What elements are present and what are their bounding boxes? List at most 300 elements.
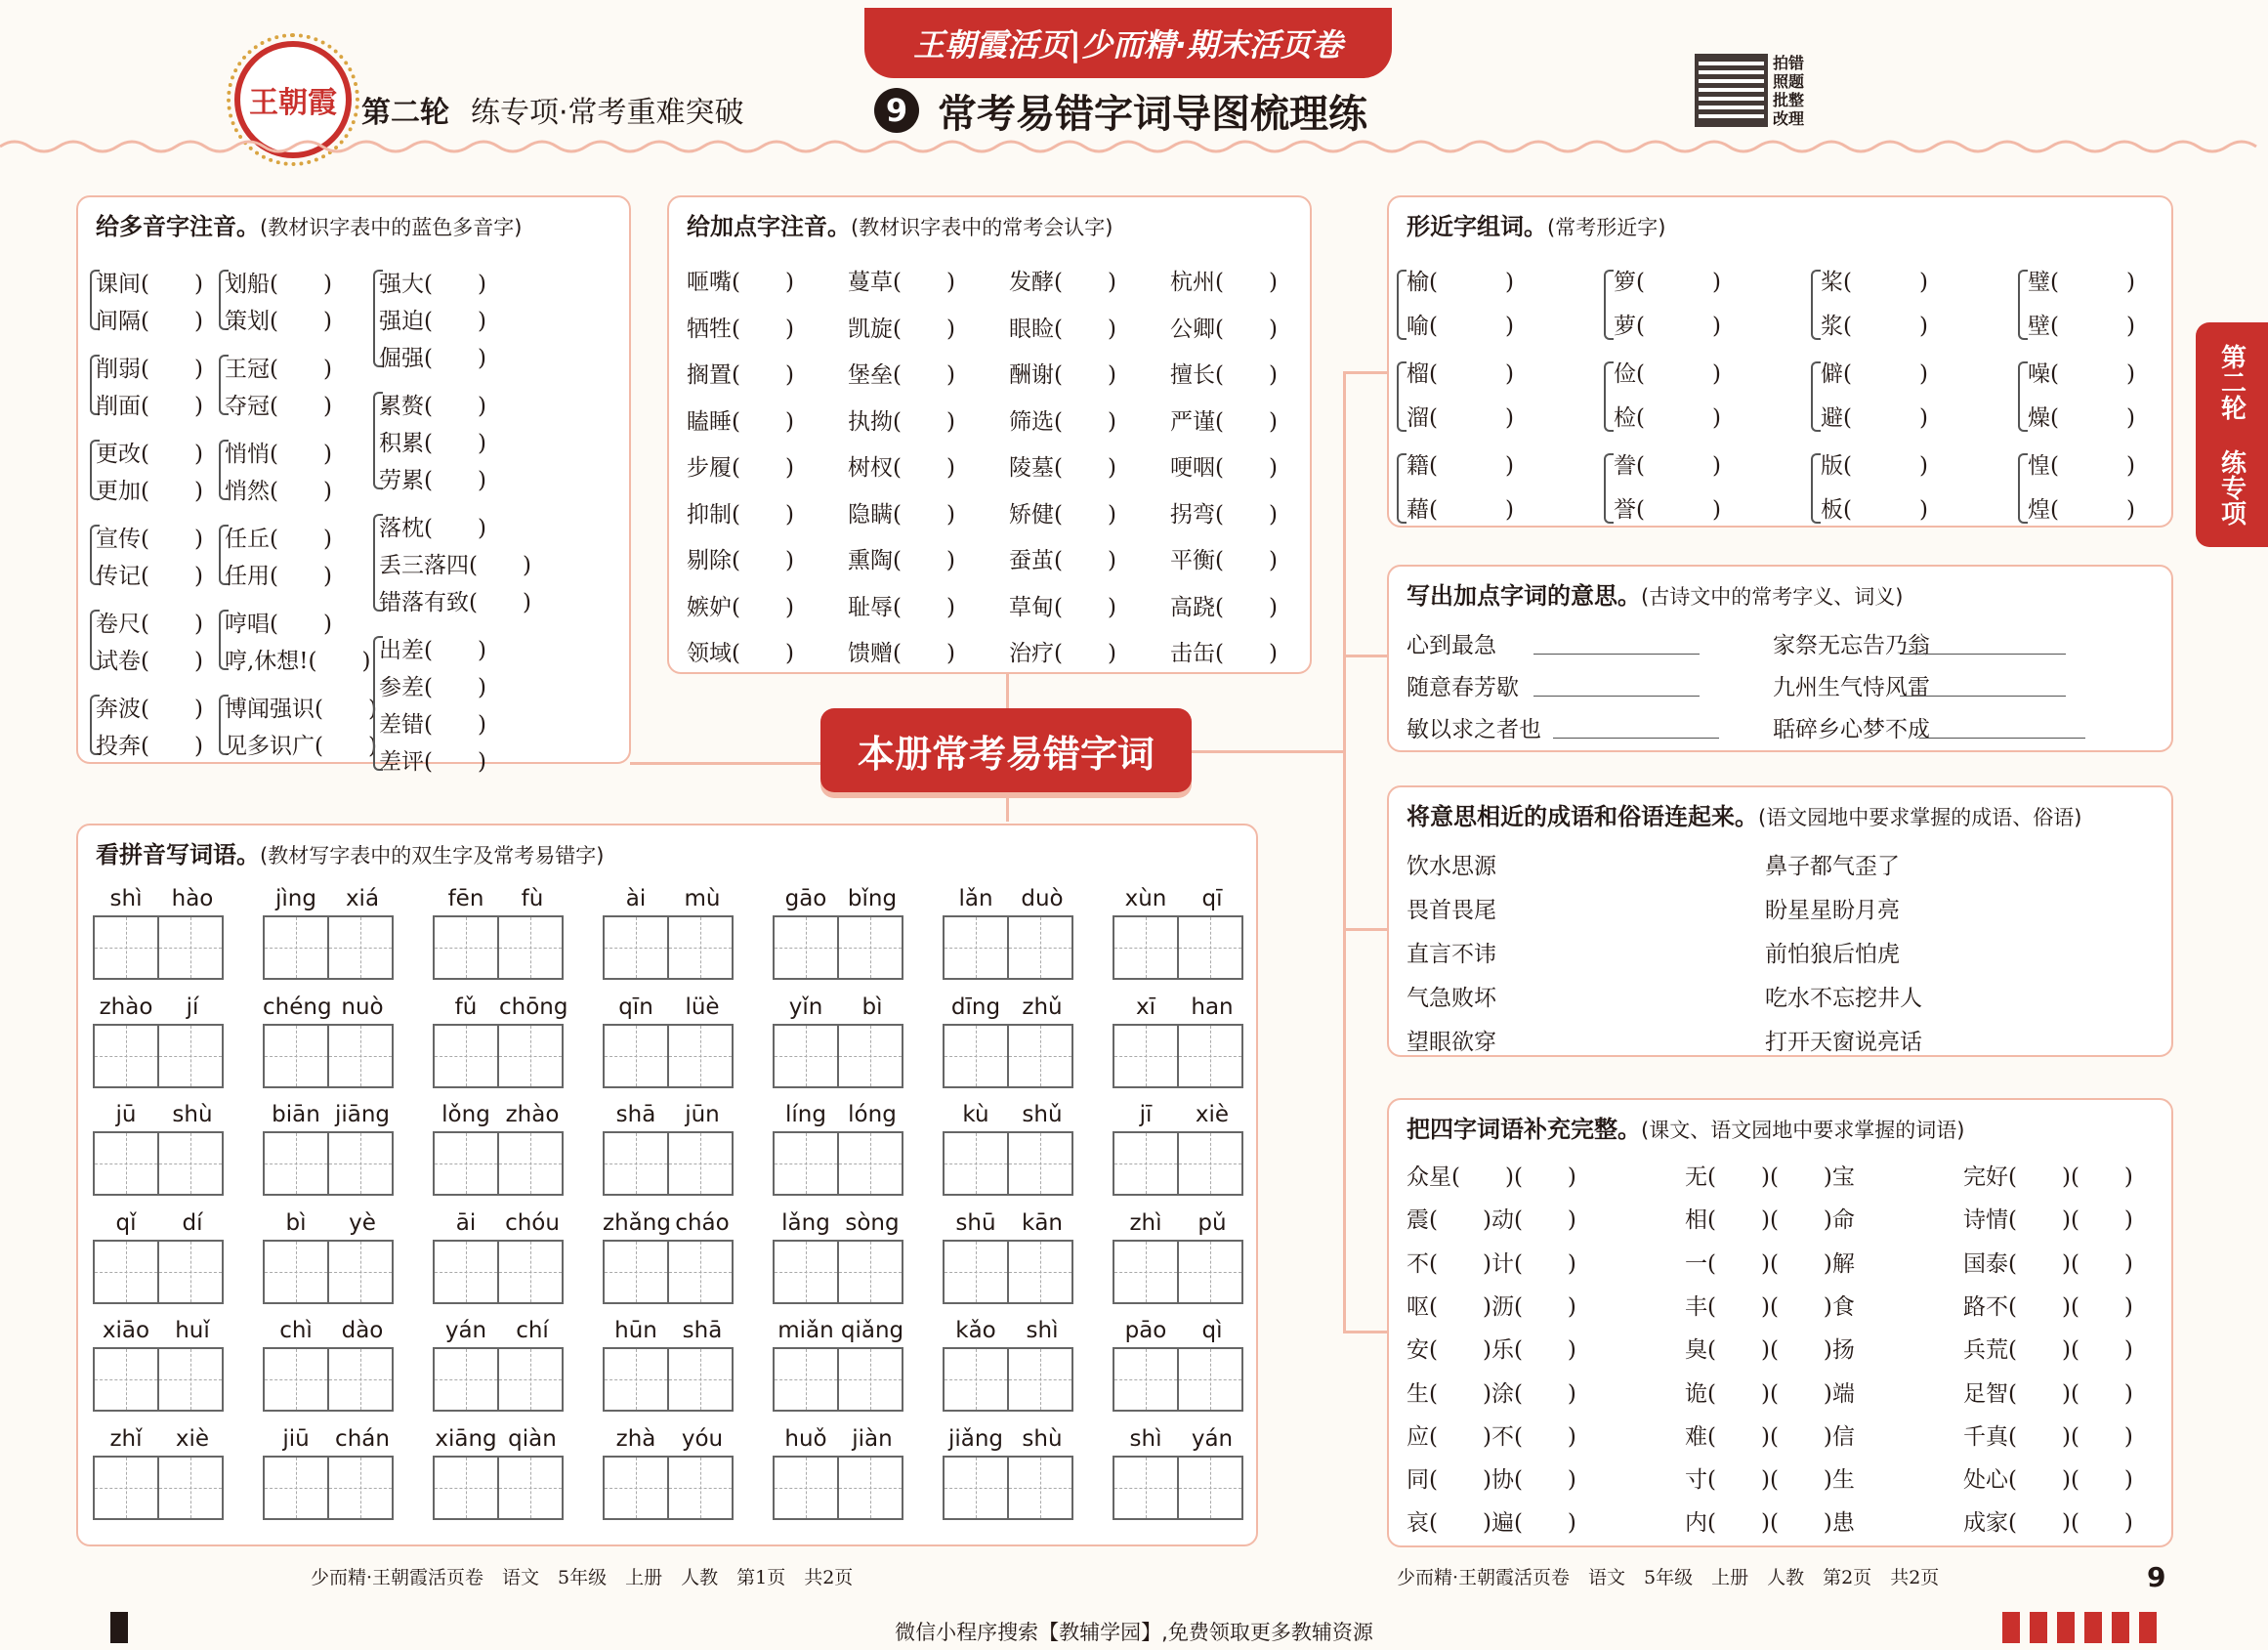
dotted-char-item[interactable]: 嫉妒( ) (687, 594, 794, 620)
pinyin-syllable: jiǎng (947, 1425, 1004, 1452)
dotted-char-item[interactable]: 牺牲( ) (687, 316, 794, 342)
pinyin-syllable: biān (272, 1102, 320, 1127)
fill-idiom-item[interactable]: 内( )( )患 (1685, 1510, 1855, 1537)
group-bracket (1811, 453, 1821, 524)
writing-box[interactable] (327, 1131, 394, 1196)
footer-right: 少而精·王朝霞活页卷 语文 5年级 上册 人教 第2页 共2页 (1397, 1567, 1940, 1588)
dotted-char-item[interactable]: 剔除( ) (687, 548, 794, 573)
answer-line[interactable] (1919, 737, 2085, 739)
writing-box[interactable] (497, 915, 564, 980)
writing-box[interactable] (1007, 1240, 1073, 1304)
polyphone-item[interactable]: 传记( ) (96, 564, 203, 589)
dotted-char-item[interactable]: 发酵( ) (1009, 270, 1116, 295)
similar-char-item[interactable]: 籍( ) (1407, 453, 1514, 479)
similar-char-item[interactable]: 誉( ) (1614, 497, 1721, 523)
writing-box[interactable] (667, 1347, 734, 1412)
similar-char-item[interactable]: 桨( ) (1821, 270, 1928, 295)
pinyin-syllable: jūn (685, 1102, 720, 1127)
similar-char-item[interactable]: 壁( ) (2028, 314, 2135, 339)
writing-box[interactable] (1177, 1456, 1243, 1520)
writing-box[interactable] (837, 1024, 903, 1088)
phrase-item: 聒碎乡心梦不成 (1773, 717, 1930, 742)
polyphone-item[interactable]: 策划( ) (225, 309, 332, 334)
writing-box[interactable] (433, 1347, 499, 1412)
dotted-char-item[interactable]: 草甸( ) (1009, 594, 1116, 620)
connector (1006, 674, 1009, 708)
pinyin-syllable: shā (615, 1102, 656, 1127)
polyphone-item[interactable]: 悄然( ) (225, 479, 332, 504)
fill-idiom-item[interactable]: 震( )动( ) (1407, 1207, 1576, 1234)
writing-box[interactable] (263, 1456, 329, 1520)
qr-label: 拍错照题批整改理 (1773, 54, 1805, 128)
page-number: 9 (2147, 1561, 2166, 1593)
pinyin-syllable: kān (1022, 1209, 1063, 1236)
dotted-char-item[interactable]: 抑制( ) (687, 501, 794, 528)
fill-idiom-item[interactable]: 众星( )( ) (1407, 1164, 1576, 1190)
similar-char-item[interactable]: 璧( ) (2028, 270, 2135, 295)
writing-box[interactable] (943, 915, 1009, 980)
connector (1343, 1331, 1387, 1333)
writing-box[interactable] (93, 1240, 159, 1304)
pinyin-syllable: miǎn (777, 1318, 834, 1343)
writing-box[interactable] (157, 1347, 224, 1412)
similar-char-item[interactable]: 僻( ) (1821, 361, 1928, 387)
answer-line[interactable] (1900, 653, 2066, 655)
answer-line[interactable] (1533, 695, 1700, 697)
writing-box[interactable] (603, 1240, 669, 1304)
writing-box[interactable] (263, 1024, 329, 1088)
panel-idiom-matching (1387, 785, 2173, 1057)
writing-box[interactable] (1113, 915, 1179, 980)
polyphone-item[interactable]: 更加( ) (96, 479, 203, 504)
footer-stripe (2139, 1612, 2157, 1643)
idiom-left[interactable]: 饮水思源 (1407, 854, 1496, 879)
idiom-right[interactable]: 打开天窗说亮话 (1765, 1030, 1922, 1055)
pinyin-syllable: xiè (1195, 1102, 1230, 1127)
similar-char-item[interactable]: 俭( ) (1614, 361, 1721, 387)
dotted-char-item[interactable]: 蚕茧( ) (1009, 548, 1116, 573)
writing-box[interactable] (327, 1347, 394, 1412)
fill-idiom-item[interactable]: 生( )涂( ) (1407, 1380, 1576, 1407)
fill-idiom-item[interactable]: 兵荒( )( ) (1963, 1337, 2133, 1364)
fill-idiom-item[interactable]: 呕( )沥( ) (1407, 1293, 1576, 1320)
writing-box[interactable] (497, 1131, 564, 1196)
writing-box[interactable] (157, 1131, 224, 1196)
fill-idiom-item[interactable]: 臭( )( )扬 (1685, 1337, 1855, 1364)
group-bracket (1397, 453, 1407, 524)
polyphone-item[interactable]: 宣传( ) (96, 527, 203, 552)
writing-box[interactable] (157, 1024, 224, 1088)
writing-box[interactable] (1177, 915, 1243, 980)
phrase-item: 心到最急 (1407, 633, 1496, 658)
dotted-char-item[interactable]: 馈赠( ) (848, 641, 955, 666)
pinyin-syllable: shì (1129, 1425, 1162, 1452)
similar-char-item[interactable]: 溜( ) (1407, 405, 1514, 431)
writing-box[interactable] (837, 1240, 903, 1304)
writing-box[interactable] (1177, 1240, 1243, 1304)
pinyin-syllable: xiá (345, 886, 380, 911)
pinyin-syllable: āi (455, 1209, 477, 1236)
writing-box[interactable] (93, 1024, 159, 1088)
writing-box[interactable] (433, 1131, 499, 1196)
pinyin-syllable: chóu (505, 1209, 560, 1236)
similar-char-item[interactable]: 噪( ) (2028, 361, 2135, 387)
writing-box[interactable] (433, 1456, 499, 1520)
section-number: 9 (874, 88, 919, 133)
dotted-char-item[interactable]: 矫健( ) (1009, 501, 1116, 528)
writing-box[interactable] (603, 1456, 669, 1520)
polyphone-item[interactable]: 错落有致( ) (379, 590, 531, 615)
dotted-char-item[interactable]: 眼睑( ) (1009, 316, 1116, 342)
writing-box[interactable] (327, 1456, 394, 1520)
footer-stripe (2057, 1612, 2075, 1643)
dotted-char-item[interactable]: 凯旋( ) (848, 316, 955, 342)
pinyin-syllable: qì (1201, 1318, 1223, 1343)
fill-idiom-item[interactable]: 同( )协( ) (1407, 1467, 1576, 1494)
pinyin-syllable: duò (1021, 886, 1064, 911)
similar-char-item[interactable]: 浆( ) (1821, 314, 1928, 339)
dotted-char-item[interactable]: 执拗( ) (848, 408, 955, 435)
fill-idiom-item[interactable]: 成家( )( ) (1963, 1510, 2133, 1537)
idiom-right[interactable]: 盼星星盼月亮 (1765, 898, 1900, 923)
similar-char-item[interactable]: 喻( ) (1407, 314, 1514, 339)
polyphone-item[interactable]: 见多识广( ) (225, 734, 377, 759)
connector (1343, 371, 1346, 1333)
pinyin-syllable: dào (341, 1318, 384, 1343)
writing-box[interactable] (497, 1240, 564, 1304)
dotted-char-item[interactable]: 平衡( ) (1170, 548, 1278, 573)
writing-box[interactable] (773, 1024, 839, 1088)
writing-box[interactable] (1113, 1240, 1179, 1304)
fill-idiom-item[interactable]: 相( )( )命 (1685, 1207, 1855, 1234)
pinyin-syllable: zhǎng (603, 1209, 671, 1236)
polyphone-item[interactable]: 王冠( ) (225, 357, 332, 382)
page-title: 常考易错字词导图梳理练 (938, 92, 1367, 137)
dotted-char-item[interactable]: 耻辱( ) (848, 594, 955, 620)
pinyin-syllable: jìng (275, 886, 316, 911)
dotted-char-item[interactable]: 树杈( ) (848, 455, 955, 481)
similar-char-item[interactable]: 避( ) (1821, 405, 1928, 431)
fill-idiom-item[interactable]: 诡( )( )端 (1685, 1380, 1855, 1407)
polyphone-item[interactable]: 落枕( ) (379, 516, 486, 541)
fill-idiom-item[interactable]: 应( )不( ) (1407, 1423, 1576, 1450)
side-tab-round: 第二轮 (2216, 344, 2247, 420)
panel-fill-idioms (1387, 1098, 2173, 1547)
dotted-char-item[interactable]: 咂嘴( ) (687, 270, 794, 295)
dotted-char-item[interactable]: 领域( ) (687, 641, 794, 666)
idiom-left[interactable]: 气急败坏 (1407, 986, 1496, 1011)
fill-idiom-item[interactable]: 难( )( )信 (1685, 1423, 1855, 1450)
writing-box[interactable] (773, 1240, 839, 1304)
writing-box[interactable] (263, 1131, 329, 1196)
writing-box[interactable] (837, 1131, 903, 1196)
dotted-char-item[interactable]: 杭州( ) (1170, 270, 1278, 295)
panel-title: 形近字组词。(常考形近字) (1407, 213, 1666, 240)
polyphone-item[interactable]: 强大( ) (379, 272, 486, 297)
polyphone-item[interactable]: 积累( ) (379, 431, 486, 456)
pinyin-syllable: zhǐ (109, 1425, 143, 1452)
polyphone-item[interactable]: 哼唱( ) (225, 612, 332, 637)
writing-box[interactable] (1113, 1347, 1179, 1412)
writing-box[interactable] (157, 1240, 224, 1304)
writing-box[interactable] (1007, 1456, 1073, 1520)
polyphone-item[interactable]: 夺冠( ) (225, 394, 332, 419)
writing-box[interactable] (667, 1456, 734, 1520)
dotted-char-item[interactable]: 公卿( ) (1170, 316, 1278, 342)
footer-stripe (2084, 1612, 2102, 1643)
pinyin-syllable: xùn (1124, 886, 1167, 911)
writing-box[interactable] (667, 1240, 734, 1304)
similar-char-item[interactable]: 惶( ) (2028, 453, 2135, 479)
writing-box[interactable] (1113, 1131, 1179, 1196)
writing-box[interactable] (433, 915, 499, 980)
pinyin-syllable: fù (521, 886, 544, 911)
writing-box[interactable] (1177, 1024, 1243, 1088)
pinyin-syllable: dí (182, 1209, 203, 1236)
pinyin-syllable: dīng (950, 994, 1001, 1020)
polyphone-item[interactable]: 任用( ) (225, 564, 332, 589)
dotted-char-item[interactable]: 熏陶( ) (848, 548, 955, 573)
similar-char-item[interactable]: 榴( ) (1407, 361, 1514, 387)
dotted-char-item[interactable]: 搁置( ) (687, 362, 794, 388)
polyphone-item[interactable]: 出差( ) (379, 638, 486, 663)
fill-idiom-item[interactable]: 国泰( )( ) (1963, 1250, 2133, 1277)
polyphone-item[interactable]: 差错( ) (379, 712, 486, 738)
polyphone-item[interactable]: 累赘( ) (379, 394, 486, 419)
idiom-right[interactable]: 前怕狼后怕虎 (1765, 942, 1900, 967)
polyphone-item[interactable]: 更改( ) (96, 442, 203, 467)
writing-box[interactable] (327, 1240, 394, 1304)
writing-box[interactable] (943, 1347, 1009, 1412)
qr-code-icon[interactable] (1695, 54, 1768, 127)
writing-box[interactable] (773, 1347, 839, 1412)
writing-box[interactable] (1007, 915, 1073, 980)
footer-stripe (110, 1612, 128, 1643)
dotted-char-item[interactable]: 步履( ) (687, 455, 794, 481)
panel-title: 给多音字注音。(教材识字表中的蓝色多音字) (96, 213, 523, 240)
dotted-char-item[interactable]: 堡垒( ) (848, 362, 955, 388)
dotted-char-item[interactable]: 拐弯( ) (1170, 501, 1278, 528)
idiom-left[interactable]: 畏首畏尾 (1407, 898, 1496, 923)
writing-box[interactable] (93, 1456, 159, 1520)
polyphone-item[interactable]: 课间( ) (96, 272, 203, 297)
idiom-left[interactable]: 望眼欲穿 (1407, 1030, 1496, 1055)
similar-char-item[interactable]: 誊( ) (1614, 453, 1721, 479)
connector (1192, 750, 1343, 753)
polyphone-item[interactable]: 倔强( ) (379, 346, 486, 371)
writing-box[interactable] (157, 915, 224, 980)
pinyin-syllable: qī (1201, 886, 1223, 911)
group-bracket (1397, 361, 1407, 432)
similar-char-item[interactable]: 煌( ) (2028, 497, 2135, 523)
writing-box[interactable] (603, 1131, 669, 1196)
answer-line[interactable] (1900, 695, 2066, 697)
similar-char-item[interactable]: 藉( ) (1407, 497, 1514, 523)
writing-box[interactable] (497, 1024, 564, 1088)
polyphone-item[interactable]: 卷尺( ) (96, 612, 203, 637)
group-bracket (2018, 453, 2028, 524)
similar-char-item[interactable]: 榆( ) (1407, 270, 1514, 295)
dotted-char-item[interactable]: 陵墓( ) (1009, 455, 1116, 481)
polyphone-item[interactable]: 差评( ) (379, 749, 486, 775)
writing-box[interactable] (497, 1456, 564, 1520)
pinyin-syllable: chì (279, 1318, 313, 1343)
writing-box[interactable] (943, 1240, 1009, 1304)
dotted-char-item[interactable]: 严谨( ) (1170, 408, 1278, 435)
writing-box[interactable] (603, 1024, 669, 1088)
polyphone-item[interactable]: 削面( ) (96, 394, 203, 419)
pinyin-syllable: shā (682, 1318, 723, 1343)
connector (630, 762, 820, 765)
polyphone-item[interactable]: 强迫( ) (379, 309, 486, 334)
writing-box[interactable] (263, 1347, 329, 1412)
writing-box[interactable] (327, 1024, 394, 1088)
polyphone-item[interactable]: 划船( ) (225, 272, 332, 297)
writing-box[interactable] (1177, 1131, 1243, 1196)
writing-box[interactable] (837, 1347, 903, 1412)
pinyin-syllable: huǒ (784, 1425, 827, 1452)
writing-box[interactable] (943, 1456, 1009, 1520)
writing-box[interactable] (1007, 1024, 1073, 1088)
similar-char-item[interactable]: 版( ) (1821, 453, 1928, 479)
polyphone-item[interactable]: 投奔( ) (96, 734, 203, 759)
connector (1343, 928, 1387, 931)
similar-char-item[interactable]: 箩( ) (1614, 270, 1721, 295)
writing-box[interactable] (837, 915, 903, 980)
answer-line[interactable] (1553, 737, 1719, 739)
polyphone-item[interactable]: 削弱( ) (96, 357, 203, 382)
dotted-char-item[interactable]: 擅长( ) (1170, 362, 1278, 388)
fill-idiom-item[interactable]: 完好( )( ) (1963, 1164, 2133, 1190)
dotted-char-item[interactable]: 哽咽( ) (1170, 455, 1278, 481)
pinyin-syllable: lóng (848, 1102, 897, 1127)
fill-idiom-item[interactable]: 哀( )遍( ) (1407, 1510, 1576, 1537)
answer-line[interactable] (1533, 653, 1700, 655)
polyphone-item[interactable]: 任丘( ) (225, 527, 332, 552)
dotted-char-item[interactable]: 蔓草( ) (848, 270, 955, 295)
dotted-char-item[interactable]: 隐瞒( ) (848, 501, 955, 528)
writing-box[interactable] (773, 1456, 839, 1520)
writing-box[interactable] (93, 915, 159, 980)
dotted-char-item[interactable]: 瞌睡( ) (687, 408, 794, 435)
polyphone-item[interactable]: 参差( ) (379, 675, 486, 700)
panel-polyphonic (76, 195, 631, 775)
fill-idiom-item[interactable]: 安( )乐( ) (1407, 1337, 1576, 1364)
fill-idiom-item[interactable]: 足智( )( ) (1963, 1380, 2133, 1407)
writing-box[interactable] (263, 1240, 329, 1304)
writing-box[interactable] (943, 1024, 1009, 1088)
pinyin-syllable: líng (785, 1102, 826, 1127)
fill-idiom-item[interactable]: 不( )计( ) (1407, 1250, 1576, 1277)
writing-box[interactable] (1113, 1024, 1179, 1088)
dotted-char-item[interactable]: 治疗( ) (1009, 641, 1116, 666)
pinyin-syllable: bì (861, 994, 883, 1020)
polyphone-item[interactable]: 试卷( ) (96, 649, 203, 674)
idiom-right[interactable]: 鼻子都气歪了 (1765, 854, 1900, 879)
pinyin-syllable: nuò (341, 994, 384, 1020)
polyphone-item[interactable]: 劳累( ) (379, 468, 486, 493)
writing-box[interactable] (1007, 1347, 1073, 1412)
group-bracket (2018, 361, 2028, 432)
fill-idiom-item[interactable]: 诗情( )( ) (1963, 1207, 2133, 1234)
writing-box[interactable] (157, 1456, 224, 1520)
dotted-char-item[interactable]: 酬谢( ) (1009, 362, 1116, 388)
idiom-left[interactable]: 直言不讳 (1407, 942, 1496, 967)
panel-dotted-pinyin (667, 195, 1312, 674)
group-bracket (1604, 270, 1614, 340)
fill-idiom-item[interactable]: 一( )( )解 (1685, 1250, 1855, 1277)
writing-box[interactable] (603, 915, 669, 980)
group-bracket (2018, 270, 2028, 340)
similar-char-item[interactable]: 板( ) (1821, 497, 1928, 523)
fill-idiom-item[interactable]: 处心( )( ) (1963, 1467, 2133, 1494)
pinyin-syllable: shì (109, 886, 143, 911)
writing-box[interactable] (1007, 1131, 1073, 1196)
fill-idiom-item[interactable]: 丰( )( )食 (1685, 1293, 1855, 1320)
writing-box[interactable] (603, 1347, 669, 1412)
similar-char-item[interactable]: 萝( ) (1614, 314, 1721, 339)
pinyin-syllable: zhào (99, 994, 153, 1020)
writing-box[interactable] (263, 915, 329, 980)
polyphone-item[interactable]: 博闻强识( ) (225, 697, 377, 722)
polyphone-item[interactable]: 丢三落四( ) (379, 553, 531, 578)
dotted-char-item[interactable]: 筛选( ) (1009, 408, 1116, 435)
writing-box[interactable] (943, 1131, 1009, 1196)
promo-text: 微信小程序搜索【教辅学园】,免费领取更多教辅资源 (895, 1621, 1373, 1644)
writing-box[interactable] (433, 1024, 499, 1088)
dotted-char-item[interactable]: 高跷( ) (1170, 594, 1278, 620)
pinyin-syllable: qīn (618, 994, 653, 1020)
writing-box[interactable] (433, 1240, 499, 1304)
dotted-char-item[interactable]: 击缶( ) (1170, 641, 1278, 666)
pinyin-syllable: lǒng (441, 1102, 490, 1127)
writing-box[interactable] (93, 1347, 159, 1412)
writing-box[interactable] (773, 1131, 839, 1196)
fill-idiom-item[interactable]: 寸( )( )生 (1685, 1467, 1855, 1494)
similar-char-item[interactable]: 燥( ) (2028, 405, 2135, 431)
writing-box[interactable] (1113, 1456, 1179, 1520)
polyphone-item[interactable]: 奔波( ) (96, 697, 203, 722)
writing-box[interactable] (667, 1131, 734, 1196)
writing-box[interactable] (327, 915, 394, 980)
writing-box[interactable] (667, 915, 734, 980)
round-label: 第二轮 (361, 96, 449, 130)
group-bracket (1397, 270, 1407, 340)
writing-box[interactable] (93, 1131, 159, 1196)
polyphone-item[interactable]: 间隔( ) (96, 309, 203, 334)
pinyin-syllable: lüè (685, 994, 720, 1020)
pinyin-syllable: shù (1022, 1425, 1063, 1452)
similar-char-item[interactable]: 检( ) (1614, 405, 1721, 431)
connector (1343, 371, 1387, 374)
fill-idiom-item[interactable]: 无( )( )宝 (1685, 1164, 1855, 1190)
footer-stripe (2112, 1612, 2129, 1643)
fill-idiom-item[interactable]: 路不( )( ) (1963, 1293, 2133, 1320)
writing-box[interactable] (837, 1456, 903, 1520)
fill-idiom-item[interactable]: 千真( )( ) (1963, 1423, 2133, 1450)
writing-box[interactable] (773, 915, 839, 980)
writing-box[interactable] (1177, 1347, 1243, 1412)
pinyin-syllable: jiàn (852, 1425, 893, 1452)
polyphone-item[interactable]: 哼,休想!( ) (225, 649, 371, 674)
writing-box[interactable] (667, 1024, 734, 1088)
pinyin-syllable: xī (1135, 994, 1155, 1020)
writing-box[interactable] (497, 1347, 564, 1412)
polyphone-item[interactable]: 悄悄( ) (225, 442, 332, 467)
phrase-item: 敏以求之者也 (1407, 717, 1541, 742)
footer-left: 少而精·王朝霞活页卷 语文 5年级 上册 人教 第1页 共2页 (311, 1567, 854, 1588)
idiom-right[interactable]: 吃水不忘挖井人 (1765, 986, 1922, 1011)
